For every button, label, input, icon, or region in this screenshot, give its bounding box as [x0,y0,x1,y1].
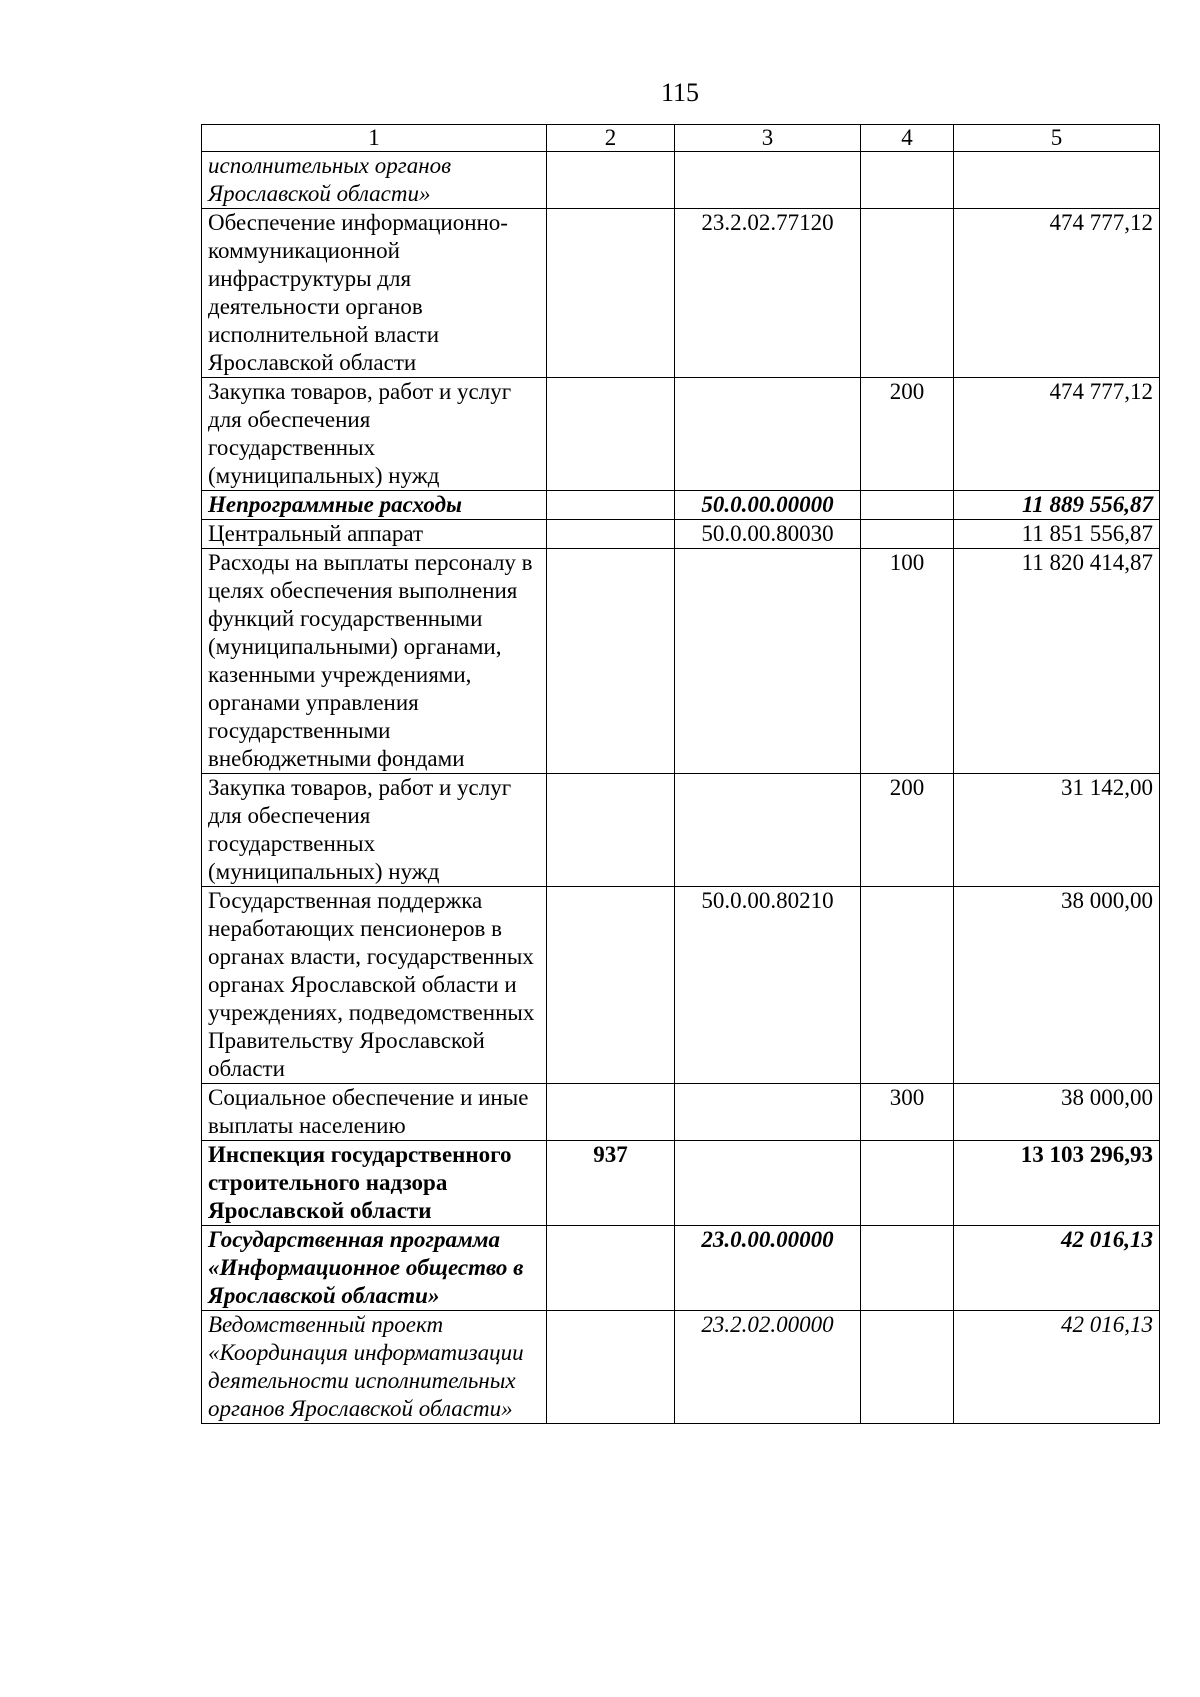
table-row [202,209,1160,378]
header-col-2: 2 [547,125,675,152]
table-row [202,378,1160,491]
row-type-cell [861,1226,954,1311]
row-dept-cell [547,152,675,209]
budget-table [201,124,1160,1424]
row-code-cell: 23.0.00.00000 [675,1226,861,1311]
row-code-cell [675,774,861,887]
row-code-cell: 23.2.02.00000 [675,1311,861,1424]
row-dept-cell [547,209,675,378]
row-name-cell: Закупка товаров, работ и услуг для обеспечения государственных (муниципальных) нужд [202,378,547,491]
row-type-cell [861,209,954,378]
row-amount-cell: 11 889 556,87 [954,491,1160,520]
row-code-cell [675,152,861,209]
row-type-cell: 100 [861,549,954,774]
table-row [202,491,1160,520]
row-code-cell [675,1141,861,1226]
page-number: 115 [660,78,700,107]
row-amount-cell: 31 142,00 [954,774,1160,887]
row-name-cell: Государственная программа «Информационное общество в Ярославской области» [202,1226,547,1311]
table-row [202,152,1160,209]
header-col-3: 3 [675,125,861,152]
row-name-cell: Государственная поддержка неработающих пенсионеров в органах власти, государственных органах Ярославской области и учреждениях, подведомственных Правительству Ярославской области [202,887,547,1084]
row-name-cell: Непрограммные расходы [202,491,547,520]
table-row [202,774,1160,887]
row-type-cell: 200 [861,378,954,491]
row-amount-cell: 38 000,00 [954,887,1160,1084]
row-code-cell [675,1084,861,1141]
row-name-cell: Социальное обеспечение и иные выплаты населению [202,1084,547,1141]
table-body [202,152,1160,1424]
row-type-cell: 300 [861,1084,954,1141]
row-dept-cell [547,378,675,491]
row-amount-cell: 11 820 414,87 [954,549,1160,774]
table-row [202,1311,1160,1424]
table-row [202,1084,1160,1141]
row-dept-cell [547,549,675,774]
row-amount-cell: 13 103 296,93 [954,1141,1160,1226]
row-dept-cell [547,1311,675,1424]
row-dept-cell [547,491,675,520]
row-type-cell [861,520,954,549]
table-row [202,1141,1160,1226]
row-dept-cell [547,774,675,887]
row-amount-cell: 42 016,13 [954,1226,1160,1311]
header-col-4: 4 [861,125,954,152]
row-code-cell: 23.2.02.77120 [675,209,861,378]
row-code-cell [675,549,861,774]
row-amount-cell: 474 777,12 [954,209,1160,378]
row-name-cell: Расходы на выплаты персоналу в целях обеспечения выполнения функций государственными (муниципальными) органами, казенными учреждениями, органами управления государственными внебюджетными фондами [202,549,547,774]
row-name-cell: Инспекция государственного строительного надзора Ярославской области [202,1141,547,1226]
row-amount-cell: 474 777,12 [954,378,1160,491]
row-name-cell: Ведомственный проект «Координация информатизации деятельности исполнительных органов Ярославской области» [202,1311,547,1424]
table-header-row [202,125,1160,152]
row-type-cell [861,1141,954,1226]
row-amount-cell [954,152,1160,209]
row-dept-cell [547,1084,675,1141]
row-dept-cell: 937 [547,1141,675,1226]
table-row [202,887,1160,1084]
row-dept-cell [547,520,675,549]
row-name-cell: исполнительных органов Ярославской области» [202,152,547,209]
row-type-cell [861,1311,954,1424]
row-name-cell: Закупка товаров, работ и услуг для обеспечения государственных (муниципальных) нужд [202,774,547,887]
row-type-cell: 200 [861,774,954,887]
row-amount-cell: 38 000,00 [954,1084,1160,1141]
row-type-cell [861,887,954,1084]
header-col-1: 1 [202,125,547,152]
row-code-cell: 50.0.00.80030 [675,520,861,549]
row-code-cell [675,378,861,491]
row-type-cell [861,491,954,520]
row-code-cell: 50.0.00.80210 [675,887,861,1084]
row-amount-cell: 42 016,13 [954,1311,1160,1424]
row-code-cell: 50.0.00.00000 [675,491,861,520]
header-col-5: 5 [954,125,1160,152]
table-row [202,549,1160,774]
row-type-cell [861,152,954,209]
row-dept-cell [547,1226,675,1311]
row-name-cell: Обеспечение информационно-коммуникационной инфраструктуры для деятельности органов исполнительной власти Ярославской области [202,209,547,378]
row-dept-cell [547,887,675,1084]
row-name-cell: Центральный аппарат [202,520,547,549]
row-amount-cell: 11 851 556,87 [954,520,1160,549]
table-row [202,520,1160,549]
table-row [202,1226,1160,1311]
